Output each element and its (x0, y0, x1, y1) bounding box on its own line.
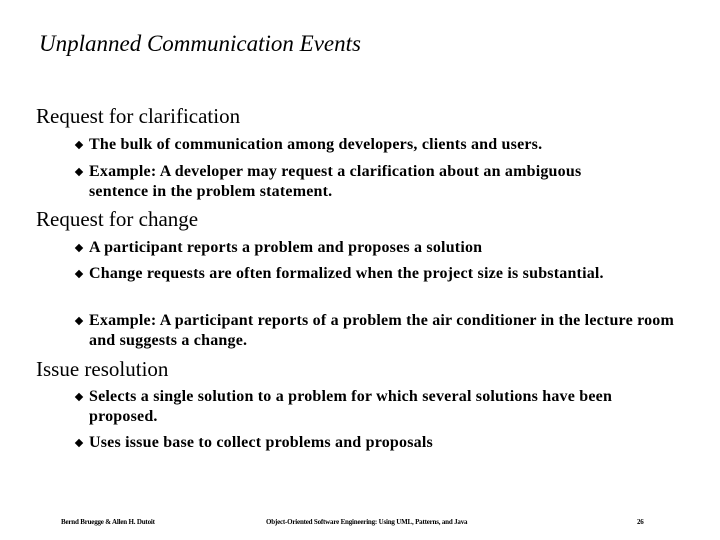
bullet-item (76, 311, 676, 351)
bullet-item (76, 387, 656, 427)
bullet-item (76, 135, 676, 155)
bullet-text: The bulk of communication among developers, clients and users. (89, 136, 543, 153)
bullet-text: Example: A participant reports of a problem the air conditioner in the lecture room and suggests a change. (89, 312, 675, 349)
bullet-item (76, 162, 616, 202)
bullet-item (76, 238, 676, 258)
diamond-bullet-icon (75, 439, 83, 447)
bullet-text: Example: A developer may request a clarification about an ambiguous sentence in the problem statement. (89, 163, 582, 200)
diamond-bullet-icon (75, 393, 83, 401)
section-heading-issue-resolution: Issue resolution (36, 357, 169, 381)
bullet-text: Selects a single solution to a problem for which several solutions have been proposed. (89, 388, 613, 425)
bullet-item (76, 433, 676, 453)
bullet-text: A participant reports a problem and proposes a solution (89, 239, 483, 256)
diamond-bullet-icon (75, 270, 83, 278)
bullet-text: Uses issue base to collect problems and proposals (89, 434, 433, 451)
footer-page-number: 26 (637, 518, 644, 526)
diamond-bullet-icon (75, 317, 83, 325)
section-heading-change: Request for change (36, 207, 199, 231)
bullet-text: Change requests are often formalized when the project size is substantial. (89, 265, 604, 282)
footer-authors: Bernd Bruegge & Allen H. Dutoit (61, 518, 155, 526)
diamond-bullet-icon (75, 168, 83, 176)
footer-book-title: Object-Oriented Software Engineering: Using UML, Patterns, and Java (266, 518, 468, 526)
diamond-bullet-icon (75, 141, 83, 149)
slide-title: Unplanned Communication Events (39, 31, 361, 56)
diamond-bullet-icon (75, 244, 83, 252)
section-heading-clarification: Request for clarification (36, 104, 241, 128)
bullet-item (76, 264, 636, 284)
